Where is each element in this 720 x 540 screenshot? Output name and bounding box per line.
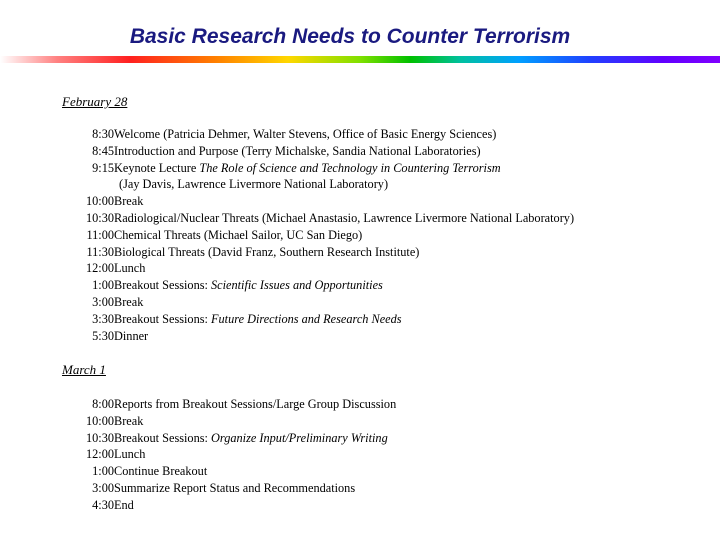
item-time: 10:00 (85, 413, 114, 428)
schedule-item (0, 446, 720, 463)
item-time: 3:00 (92, 294, 114, 309)
item-description (114, 160, 501, 177)
item-time: 10:30 (85, 430, 114, 445)
item-text: Summarize Report Status and Recommendations (114, 480, 356, 495)
item-description (114, 430, 388, 447)
item-time: 12:00 (85, 447, 114, 462)
item-description (114, 143, 481, 160)
item-text: Breakout Sessions: (114, 311, 212, 326)
item-time: 4:30 (92, 497, 114, 512)
item-description (114, 277, 383, 294)
page-title: Basic Research Needs to Counter Terrorism (129, 25, 571, 48)
item-text: Breakout Sessions: (114, 278, 212, 293)
schedule-item (0, 413, 720, 430)
schedule-item (0, 260, 720, 277)
item-italic-title: Future Directions and Research Needs (211, 311, 402, 326)
rainbow-divider (0, 56, 720, 63)
item-time: 10:00 (85, 194, 114, 209)
day-heading-march-1: March 1 (62, 362, 106, 377)
item-time: 11:00 (86, 227, 114, 242)
item-time: 3:00 (92, 480, 114, 495)
item-text: Introduction and Purpose (Terry Michalske, Sandia National Laboratories) (114, 143, 481, 158)
item-description (114, 497, 134, 514)
item-description (114, 480, 355, 497)
schedule-item (0, 497, 720, 514)
schedule-item (0, 328, 720, 345)
item-text: Break (114, 194, 144, 209)
item-description (114, 193, 143, 210)
item-time: 11:30 (86, 244, 114, 259)
schedule-item (0, 160, 720, 177)
item-description (114, 328, 148, 345)
item-text: Reports from Breakout Sessions/Large Group Discussion (114, 397, 397, 411)
schedule-item (0, 277, 720, 294)
item-time: 12:00 (85, 261, 114, 276)
item-italic-title: Scientific Issues and Opportunities (211, 278, 383, 293)
item-description (114, 260, 145, 277)
schedule-item (0, 176, 720, 193)
schedule-item (0, 143, 720, 160)
schedule-item (0, 244, 720, 261)
item-text: Break (114, 294, 144, 309)
item-time: 8:00 (92, 397, 114, 411)
item-text: Continue Breakout (114, 464, 208, 479)
item-time: 10:30 (85, 210, 114, 225)
item-time: 1:00 (92, 464, 114, 479)
item-text: Dinner (114, 328, 149, 343)
item-text: End (114, 497, 134, 512)
item-description (114, 463, 207, 480)
schedule-february-28 (0, 126, 720, 344)
item-time: 8:30 (92, 127, 114, 141)
item-time: 3:30 (92, 311, 114, 326)
item-text: Lunch (114, 447, 146, 462)
item-description (114, 126, 496, 143)
day-heading-february-28: February 28 (62, 94, 128, 109)
item-time: 5:30 (92, 328, 114, 343)
schedule-item (0, 210, 720, 227)
item-description (114, 311, 402, 328)
item-description (114, 446, 145, 463)
item-time: 1:00 (92, 278, 114, 293)
item-description (114, 244, 419, 261)
schedule-march-1 (0, 396, 720, 514)
item-description (114, 413, 143, 430)
item-text: Lunch (114, 261, 146, 276)
item-text: Break (114, 413, 144, 428)
schedule-item (0, 396, 720, 413)
schedule-item (0, 193, 720, 210)
schedule-item (0, 227, 720, 244)
item-text: Welcome (Patricia Dehmer, Walter Stevens, Office of Basic Energy Sciences) (114, 127, 497, 141)
item-time: 8:45 (92, 143, 114, 158)
item-text: Breakout Sessions: (114, 430, 212, 445)
item-description (114, 227, 362, 244)
item-italic-title: The Role of Science and Technology in Countering Terrorism (199, 160, 501, 175)
item-text: Keynote Lecture (114, 160, 200, 175)
schedule-item (0, 430, 720, 447)
schedule-item (0, 480, 720, 497)
item-text: Biological Threats (David Franz, Southern Research Institute) (114, 244, 420, 259)
schedule-item (0, 463, 720, 480)
schedule-item (0, 311, 720, 328)
item-continuation: (Jay Davis, Lawrence Livermore National Laboratory) (119, 177, 389, 192)
item-description (114, 396, 396, 413)
item-description (114, 210, 574, 227)
item-text: Chemical Threats (Michael Sailor, UC San Diego) (114, 227, 363, 242)
item-italic-title: Organize Input/Preliminary Writing (211, 430, 388, 445)
schedule-item (0, 294, 720, 311)
item-text: Radiological/Nuclear Threats (Michael Anastasio, Lawrence Livermore National Laboratory) (114, 210, 575, 225)
schedule-item (0, 126, 720, 143)
item-description (114, 294, 143, 311)
item-time: 9:15 (92, 160, 114, 175)
